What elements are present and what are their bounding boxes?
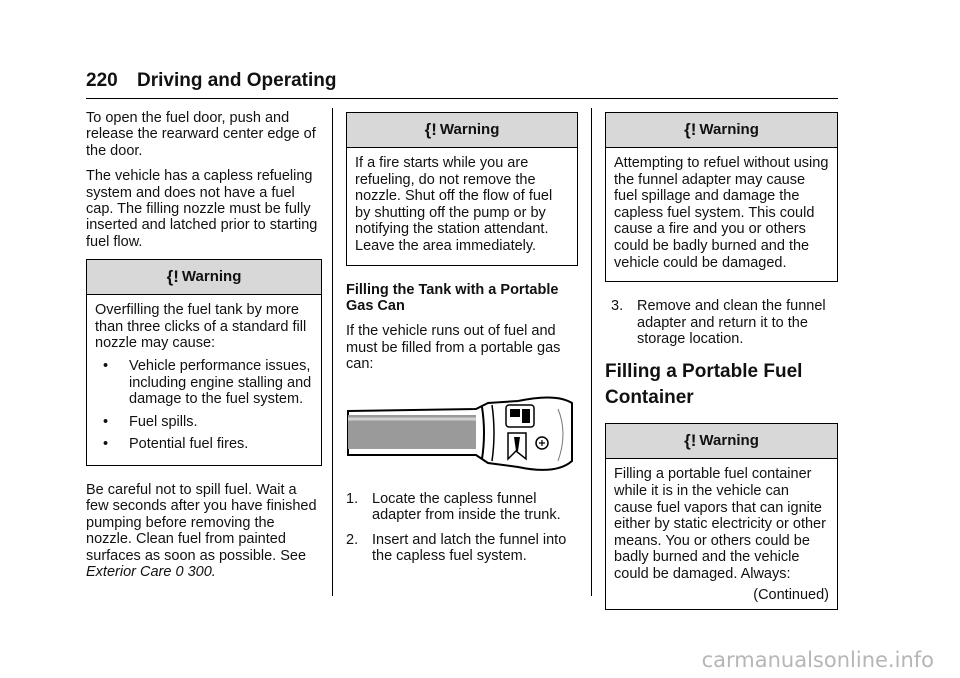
paragraph-capless: The vehicle has a capless refueling system and does not have a fuel cap. The filling nozzle must be fully inserted and latched prior to starting fuel flow. bbox=[86, 168, 318, 250]
funnel-adapter-illustration bbox=[346, 389, 578, 479]
column-divider-1 bbox=[332, 108, 333, 596]
warning-body: If a fire starts while you are refueling, do not remove the nozzle. Shut off the flow of fuel by shutting off the pump or by notifying the station attendant. Leave the area immediately. bbox=[355, 155, 553, 254]
warning-header bbox=[347, 113, 577, 148]
step-item: 3. Remove and clean the funnel adapter and return it to the storage location. bbox=[611, 298, 826, 347]
funnel-adapter-icon bbox=[346, 389, 574, 475]
section-title: Driving and Operating bbox=[136, 70, 337, 91]
warning-header bbox=[87, 260, 321, 295]
page-number: 220 bbox=[86, 70, 118, 91]
heading-portable-fuel-container: Filling a Portable Fuel Container bbox=[605, 361, 803, 409]
warning-icon: {! bbox=[684, 431, 697, 451]
warning-intro: Overfilling the fuel tank by more than three clicks of a standard fill nozzle may cause: bbox=[95, 302, 307, 352]
warning-header bbox=[606, 113, 837, 148]
bullet-dot-icon: • bbox=[103, 358, 109, 375]
continued-label: (Continued) bbox=[753, 586, 829, 603]
paragraph-gas-can-intro: If the vehicle runs out of fuel and must be filled from a portable gas can: bbox=[346, 323, 561, 373]
warning-title: Warning bbox=[439, 120, 500, 138]
bullet-item: • Vehicle performance issues, including engine stalling and damage to the fuel system. bbox=[103, 358, 312, 408]
column-2 bbox=[346, 110, 578, 573]
bullet-item: • Fuel spills. bbox=[103, 413, 198, 430]
step-item: 2. Insert and latch the funnel into the capless fuel system. bbox=[346, 531, 567, 565]
warning-box-funnel bbox=[605, 112, 838, 282]
warning-title: Warning bbox=[699, 432, 759, 450]
warning-body: Attempting to refuel without using the funnel adapter may cause fuel spillage and damage the capless fuel system. This could cause a fire and you or others could be badly burned and the vehicle could be damaged. bbox=[614, 155, 829, 271]
bullet-dot-icon: • bbox=[103, 413, 109, 430]
header-rule bbox=[86, 98, 838, 99]
warning-icon: {! bbox=[166, 267, 179, 287]
column-1 bbox=[86, 110, 322, 589]
warning-box-overfill bbox=[86, 259, 322, 466]
subheading-portable-gas-can: Filling the Tank with a Portable Gas Can bbox=[346, 281, 559, 314]
warning-box-fire bbox=[346, 112, 578, 266]
warning-body bbox=[87, 295, 321, 465]
page-header bbox=[86, 70, 337, 92]
watermark: carmanualsonline.info bbox=[701, 648, 934, 672]
paragraph-fuel-door: To open the fuel door, push and release the rearward center edge of the door. bbox=[86, 110, 316, 159]
paragraph-spill: Be careful not to spill fuel. Wait a few seconds after you have finished pumping before removing the nozzle. Clean fuel from painted surfaces as soon as possible. See Exterior Care 0 300. bbox=[86, 482, 317, 581]
warning-header bbox=[606, 424, 837, 459]
arrow-icon: 0 bbox=[175, 564, 184, 581]
warning-body: Filling a portable fuel container while it is in the vehicle can cause fuel vapors that can ignite either by static electricity or other means. You or others could be badly burned and the vehicle could be damaged. Always: (Continued) bbox=[614, 466, 829, 603]
link-exterior-care[interactable]: Exterior Care 0 300. bbox=[86, 564, 216, 581]
column-divider-2 bbox=[591, 108, 592, 596]
step-item: 1. Locate the capless funnel adapter from inside the trunk. bbox=[346, 491, 561, 524]
warning-icon: {! bbox=[684, 119, 697, 139]
warning-title: Warning bbox=[699, 120, 759, 138]
warning-title: Warning bbox=[181, 268, 242, 286]
warning-box-portable-container bbox=[605, 423, 838, 610]
bullet-dot-icon: • bbox=[103, 436, 109, 453]
bullet-item: • Potential fuel fires. bbox=[103, 436, 249, 453]
warning-icon: {! bbox=[424, 119, 437, 139]
column-3 bbox=[605, 110, 838, 626]
